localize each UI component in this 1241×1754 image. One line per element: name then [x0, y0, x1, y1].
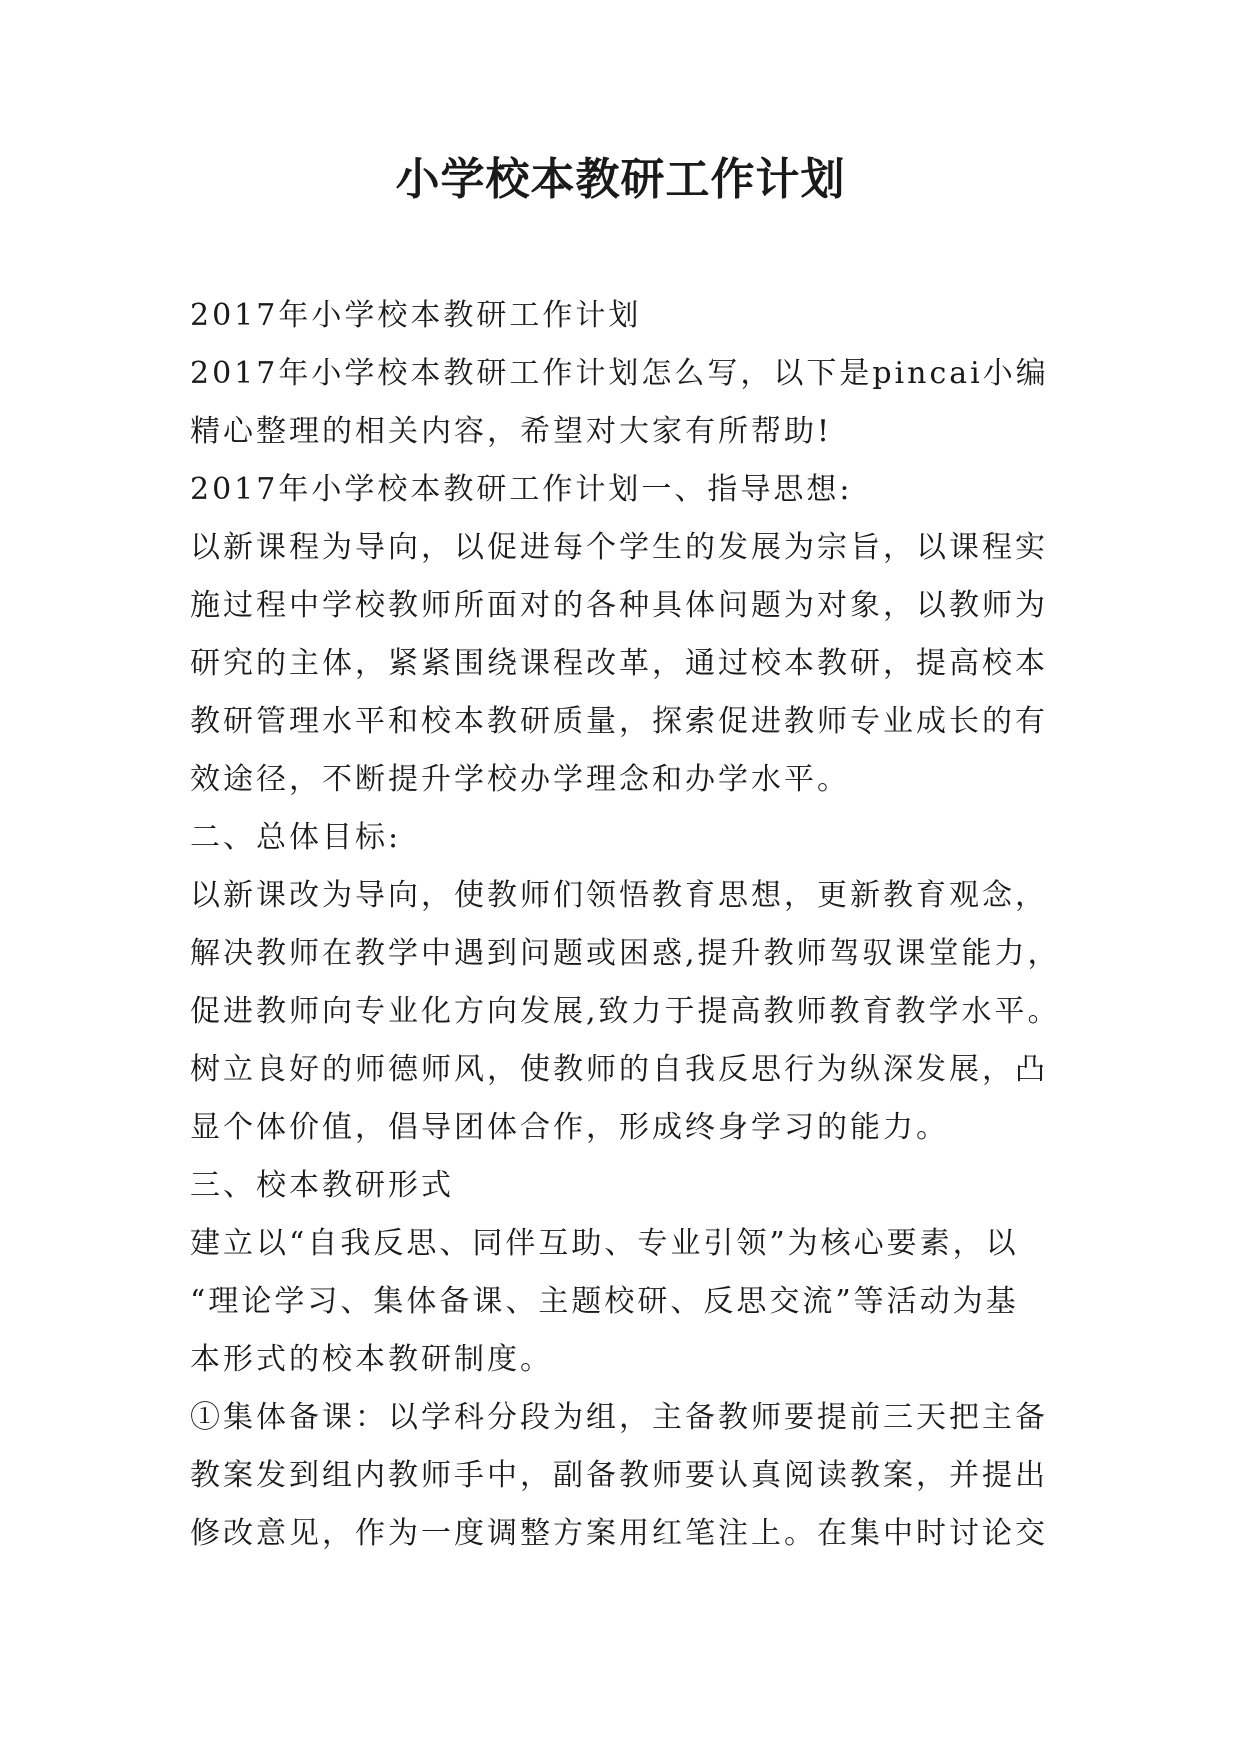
- text-line: 精心整理的相关内容，希望对大家有所帮助!: [190, 414, 833, 449]
- text-line: ①集体备课：以学科分段为组，主备教师要提前三天把主备: [190, 1400, 1048, 1435]
- text-line: 教案发到组内教师手中，副备教师要认真阅读教案，并提出: [190, 1458, 1048, 1493]
- text-line: “理论学习、集体备课、主题校研、反思交流”等活动为基: [190, 1284, 1019, 1319]
- document-body: [190, 287, 1070, 1563]
- text-line: 促进教师向专业化方向发展,致力于提高教师教育教学水平。: [190, 994, 1061, 1029]
- text-line: 以新课程为导向，以促进每个学生的发展为宗旨，以课程实: [190, 530, 1048, 565]
- text-line: 解决教师在教学中遇到问题或困惑,提升教师驾驭课堂能力，: [190, 936, 1061, 971]
- text-line: 二、总体目标:: [190, 820, 402, 855]
- text-line: 效途径，不断提升学校办学理念和办学水平。: [190, 762, 850, 797]
- text-line: 树立良好的师德师风，使教师的自我反思行为纵深发展，凸: [190, 1052, 1048, 1087]
- text-line: 研究的主体，紧紧围绕课程改革，通过校本教研，提高校本: [190, 646, 1048, 681]
- text-line: 以新课改为导向，使教师们领悟教育思想，更新教育观念，: [190, 878, 1048, 913]
- text-line: 修改意见，作为一度调整方案用红笔注上。在集中时讨论交: [190, 1516, 1048, 1551]
- text-line: 显个体价值，倡导团体合作，形成终身学习的能力。: [190, 1110, 949, 1145]
- text-line: 教研管理水平和校本教研质量，探索促进教师专业成长的有: [190, 704, 1048, 739]
- document-title: 小学校本教研工作计划: [395, 154, 846, 205]
- text-line: 2017年小学校本教研工作计划: [190, 298, 642, 333]
- text-line: 施过程中学校教师所面对的各种具体问题为对象，以教师为: [190, 588, 1048, 623]
- text-line: 本形式的校本教研制度。: [190, 1342, 553, 1377]
- text-line: 三、校本教研形式: [190, 1168, 454, 1203]
- text-line: 2017年小学校本教研工作计划一、指导思想:: [190, 472, 853, 507]
- text-line: 2017年小学校本教研工作计划怎么写，以下是pincai小编: [190, 356, 1049, 391]
- text-line: 建立以“自我反思、同伴互助、专业引领”为核心要素，以: [190, 1226, 1019, 1261]
